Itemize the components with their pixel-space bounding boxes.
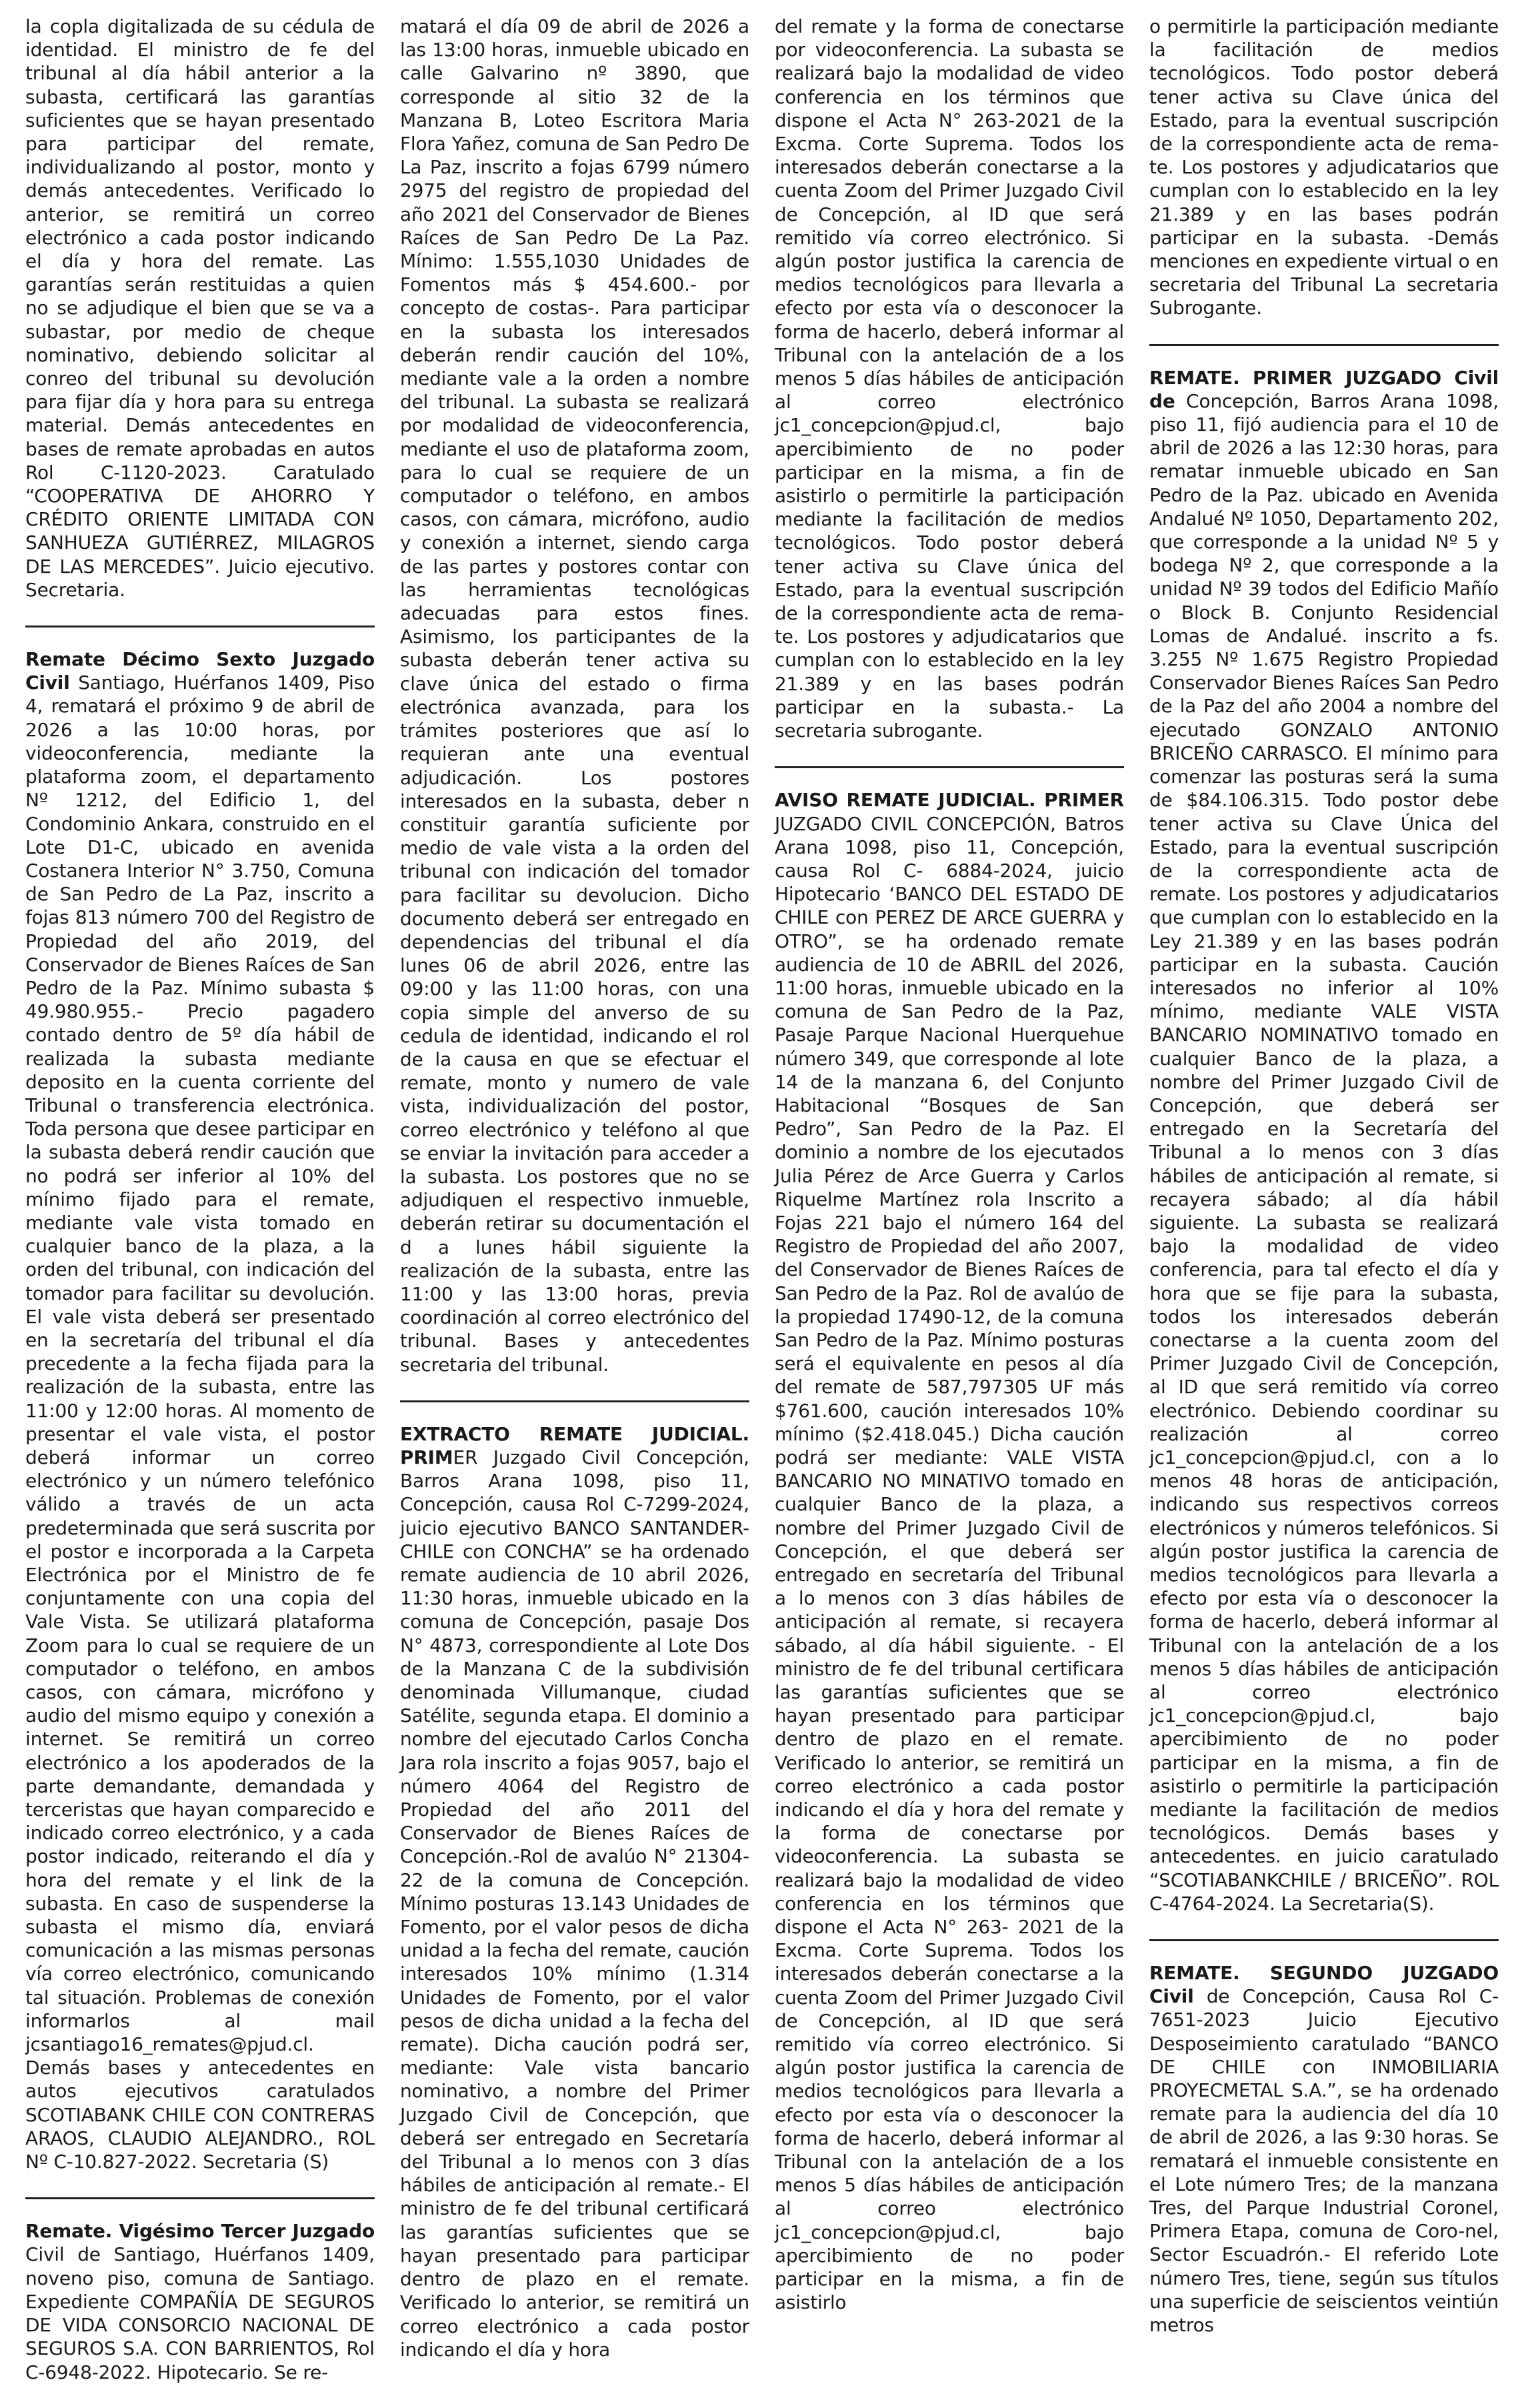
notice-text: del remate y la forma de conectarse por videoconferencia. La subasta se realizará bajo la modalidad de video conferencia en los términos que dispone el Acta N° 263-2021 de la Excma. Corte Suprema. Todos los interesados deberán conectarse a la cuenta Zoom del Primer Juzgado Civil de Concepción, al ID que será remitido vía correo electrónico. Si algún postor justifica la carencia de medios tecnológicos para llevarla a efecto por esta vía o desconocer la forma de hacerlo, deberá informar al Tribunal con la antelación de a los menos 5 días hábiles de anticipación al correo electrónico jc1_concepcion@pjud.cl, bajo apercibimiento de no poder participar en la misma, a fin de asistirlo o permitirle la participación mediante la facilitación de medios tecnológicos. Todo postor deberá tener activa su Clave única del Estado, para la eventual suscripción de la correspondiente acta de rema-te. Los postores y adjudicatarios que cumplan con lo establecido en la ley 21.389 y en las bases podrán participar en la subasta.- La secretaria subrogante. [775, 15, 1124, 742]
notice-lead: Remate Décimo Sexto Juzgado Civil [25, 648, 375, 694]
notice-text: Concepción, Barros Arana 1098, piso 11, fijó audiencia para el 10 de abril de 2026 a las 12:30 horas, para rematar inmueble ubicado en San Pedro de la Paz. ubicado en Avenida Andalué Nº 1050, Departamento 202, que corresponde a la unidad Nº 5 y bodega Nº 2, que corresponde a la unidad Nº 39 todos del Edificio Mañío o Block B. Conjunto Residencial Lomas de Andalué. inscrito a fs. 3.255 Nº 1.675 Registro Propiedad Conservador Bienes Raíces San Pedro de la Paz del año 2004 a nombre del ejecutado GONZALO ANTONIO BRICEÑO CARRASCO. El mínimo para comenzar las posturas será la suma de $84.106.315. Todo postor debe tener activa su Clave Única del Estado, para la eventual suscripción de la correspondiente acta de remate. Los postores y adjudicatarios que cumplan con lo establecido en la Ley 21.389 y en las bases podrán participar en la subasta. Caución interesados no inferior al 10% mínimo, mediante VALE VISTA BANCARIO NOMINATIVO tomado en cualquier Banco de la plaza, a nombre del Primer Juzgado Civil de Concepción, que deberá ser entregado en la Secretaría del Tribunal a lo menos con 3 días hábiles de anticipación al remate, si recayera sábado; al día hábil siguiente. La subasta se realizará bajo la modalidad de video conferencia, para tal efecto el día y hora que se fije para la subasta, todos los interesados deberán conectarse a la cuenta zoom del Primer Juzgado Civil de Concepción, al ID que será remitido vía correo electrónico. Debiendo coordinar su realización al correo jc1_concepcion@pjud.cl, con a lo menos 48 horas de anticipación, indicando sus respectivos correos electrónicos y números telefónicos. Si algún postor justifica la carencia de medios tecnológicos para llevarla a efecto por esta vía o desconocer la forma de hacerlo, deberá informar al Tribunal con la antelación de a los menos 5 días hábiles de anticipación al correo electrónico jc1_concepcion@pjud.cl, bajo apercibimiento de no poder participar en la misma, a fin de asistirlo o permitirle la participación mediante la facilitación de medios tecnológicos. Demás bases y antecedentes. en juicio caratulado “SCOTIABANKCHILE / BRICEÑO”. ROL C-4764-2024. La Secretaria(S). [1149, 389, 1499, 1915]
notice-lead: REMATE. SEGUNDO JUZGADO Civil [1149, 1962, 1499, 2008]
notice-text: de Concepción, Causa Rol C-7651-2023 Juicio Ejecutivo Desposeimiento caratulado “BANCO DE CHILE con INMOBILIARIA PROYECMETAL S.A.”, se ha ordenado remate para la audiencia del día 10 de abril de 2026, a las 9:30 horas. Se rematará el inmueble consistente en el Lote número Tres; de la manzana Tres, del Parque Industrial Coronel, Primera Etapa, comuna de Coro-nel, Sector Escuadrón.- El referido Lote número Tres, tiene, según sus títulos una superficie de seiscientos veintiún metros [1149, 1985, 1499, 2337]
notice-text: Santiago, Huérfanos 1409, Piso 4, rematará el próximo 9 de abril de 2026 a las 10:00 horas, por videoconferencia, mediante la plataforma zoom, el departamento Nº 1212, del Edificio 1, del Condominio Ankara, construido en el Lote D1-C, ubicado en avenida Costanera Interior N° 3.750, Comuna de San Pedro de La Paz, inscrito a fojas 813 número 700 del Registro de Propiedad del año 2019, del Conservador de Bienes Raíces de San Pedro de la Paz. Mínimo subasta $ 49.980.955.- Precio pagadero contado dentro de 5º día hábil de realizada la subasta mediante deposito en la cuenta corriente del Tribunal o transferencia electrónica. Toda persona que desee participar en la subasta deberá rendir caución que no podrá ser inferior al 10% del mínimo fijado para el remate, mediante vale vista tomado en cualquier banco de la plaza, a la orden del tribunal, con indicación del tomador para facilitar su devolución. El vale vista deberá ser presentado en la secretaría del tribunal el día precedente a la fecha fijada para la realización de la subasta, entre las 11:00 y 12:00 horas. Al momento de presentar el vale vista, el postor deberá informar un correo electrónico y un número telefónico válido a través de un acta predeterminada que será suscrita por el postor e incorporada a la Carpeta Electrónica por el Ministro de fe conjuntamente con una copia del Vale Vista. Se utilizará plataforma Zoom para lo cual se requiere de un computador o teléfono, en ambos casos, con cámara, micrófono y audio del mismo equipo y conexión a internet. Se remitirá un correo electrónico a los apoderados de la parte demandante, demandada y terceristas que hayan comparecido e indicado correo electrónico, y a cada postor indicado, reiterando el día y hora del remate y el link de la subasta. En caso de suspenderse la subasta el mismo día, enviará comunicación a las mismas personas vía correo electrónico, comunicando tal situación. Problemas de conexión informarlos al mail jcsantiago16_remates@pjud.cl. Demás bases y antecedentes en autos ejecutivos caratulados SCOTIABANK CHILE CON CONTRERAS ARAOS, CLAUDIO ALEJANDRO., ROL Nº C-10.827-2022. Secretaria (S) [25, 672, 375, 2173]
divider [1149, 344, 1499, 346]
notice-text: JUZGADO CIVIL CONCEPCIÓN, Batros Arana 1098, piso 11, Concepción, causa Rol C- 6884-2024, juicio Hipotecario ‘BANCO DEL ESTADO DE CHILE con PEREZ DE ARCE GUERRA y OTRO”, se ha ordenado remate audiencia de 10 de ABRIL del 2026, 11:00 horas, inmueble ubicado en la comuna de San Pedro de la Paz, Pasaje Parque Nacional Huerquehue número 349, que corresponde al lote 14 de la manzana 6, del Conjunto Habitacional “Bosques de San Pedro”, San Pedro de la Paz. El dominio a nombre de los ejecutados Julia Pérez de Arce Guerra y Carlos Riquelme Martínez rola Inscrito a Fojas 221 bajo el número 164 del Registro de Propiedad del año 2007, del Conservador de Bienes Raíces de San Pedro de la Paz. Rol de avalúo de la propiedad 17490-12, de la comuna San Pedro de la Paz. Mínimo posturas será el equivalente en pesos al día del remate de 587,797305 UF más $761.600, caución interesados 10% mínimo ($2.418.045.) Dicha caución podrá ser mediante: VALE VISTA BANCARIO NO MINATIVO tomado en cualquier Banco de la plaza, a nombre del Primer Juzgado Civil de Concepción, el que deberá ser entregado en secretaría del Tribunal a lo menos con 3 días hábiles de anticipación al remate, si recayera sábado, al día hábil siguiente. - El ministro de fe del tribunal certificara las garantías suficientes que se hayan presentado para participar dentro de plazo en el remate. Verificado lo anterior, se remitirá un correo electrónico a cada postor indicando el día y hora del remate y la forma de conectarse por videoconferencia. La subasta se realizará bajo la modalidad de video conferencia en los términos que dispone el Acta N° 263- 2021 de la Excma. Corte Suprema. Todos los interesados deberán conectarse a la cuenta Zoom del Primer Juzgado Civil de Concepción, al ID que será remitido vía correo electrónico. Si algún postor justifica la carencia de medios tecnológicos para llevarla a efecto por esta vía o desconocer la forma de hacerlo, deberá informar al Tribunal con la antelación de a los menos 5 días hábiles de anticipación al correo electrónico jc1_concepcion@pjud.cl, bajo apercibimiento de no poder participar en la misma, a fin de asistirlo [775, 812, 1124, 2314]
divider [775, 766, 1124, 768]
notice [1149, 1961, 1499, 2337]
notice-lead: EXTRACTO REMATE JUDICIAL. PRIM [400, 1422, 749, 1468]
notice-text: la copla digitalizada de su cédula de identidad. El ministro de fe del tribunal al día hábil anterior a la subasta, certificará las garantías suficientes que se hayan presentado para participar del remate, individualizando al postor, monto y demás antecedentes. Verificado lo anterior, se remitirá un correo electrónico a cada postor indicando el día y hora del remate. Las garantías serán restituidas a quien no se adjudique el bien que se va a subastar, por medio de cheque nominativo, debiendo solicitar al conreo del tribunal su devolución para fijar día y hora para su entrega material. Demás antecedentes en bases de remate aprobadas en autos Rol C-1120-2023. Caratulado “COOPERATIVA DE AHORRO Y CRÉDITO ORIENTE LIMITADA CON SANHUEZA GUTIÉRREZ, MILAGROS DE LAS MERCEDES”. Juicio ejecutivo. Secretaria. [25, 15, 375, 601]
column-3 [775, 15, 1124, 2408]
notice [400, 1422, 749, 2361]
notice-lead: REMATE. PRIMER JUZGADO Civil de [1149, 366, 1499, 412]
notice-lead: Remate. Vigésimo Tercer Juzgado [25, 2220, 375, 2243]
divider [25, 2197, 375, 2199]
divider [400, 1400, 749, 1402]
notice-lead: AVISO REMATE JUDICIAL. PRIMER [775, 789, 1124, 812]
notice-text: o permitirle la participación mediante la facilitación de medios tecnológicos. Todo postor deberá tener activa su Clave única del Estado, para la eventual suscripción de la correspondiente acta de rema-te. Los postores y adjudicatarios que cumplan con lo establecido en la ley 21.389 y en las bases podrán participar en la subasta. -Demás menciones en expediente virtual o en secretaria del Tribunal La secretaria Subrogante. [1149, 15, 1499, 319]
column-4 [1149, 15, 1499, 2408]
column-2 [400, 15, 749, 2408]
notice [25, 15, 375, 601]
notice [775, 15, 1124, 742]
notice [775, 788, 1124, 2314]
notice-text: Civil de Santiago, Huérfanos 1409, noveno piso, comuna de Santiago. Expediente COMPAÑÍA DE SEGUROS DE VIDA CONSORCIO NACIONAL DE SEGUROS S.A. CON BARRIENTOS, Rol C-6948-2022. Hipotecario. Se re- [25, 2243, 375, 2383]
notice [1149, 15, 1499, 320]
divider [1149, 1939, 1499, 1941]
notice [25, 2219, 375, 2383]
column-1 [25, 15, 375, 2408]
notice-text: ER Juzgado Civil Concepción, Barros Arana 1098, piso 11, Concepción, causa Rol C-7299-2024, juicio ejecutivo BANCO SANTANDER-CHILE con CONCHA” se ha ordenado remate audiencia de 10 abril 2026, 11:30 horas, inmueble ubicado en la comuna de Concepción, pasaje Dos N° 4873, correspondiente al Lote Dos de la Manzana C de la subdivisión denominada Villumanque, ciudad Satélite, segunda etapa. El dominio a nombre del ejecutado Carlos Concha Jara rola inscrito a fojas 9057, bajo el número 4064 del Registro de Propiedad del año 2011 del Conservador de Bienes Raíces de Concepción.-Rol de avalúo N° 21304-22 de la comuna de Concepción. Mínimo posturas 13.143 Unidades de Fomento, por el valor pesos de dicha unidad a la fecha del remate, caución interesados 10% mínimo (1.314 Unidades de Fomento, por el valor pesos de dicha unidad a la fecha del remate). Dicha caución podrá ser, mediante: Vale vista bancario nominativo, a nombre del Primer Juzgado Civil de Concepción, que deberá ser entregado en Secretaría del Tribunal a lo menos con 3 días hábiles de anticipación al remate.- El ministro de fe del tribunal certificará las garantías suficientes que se hayan presentado para participar dentro de plazo en el remate. Verificado lo anterior, se remitirá un correo electrónico a cada postor indicando el día y hora [400, 1446, 749, 2361]
notice-text: matará el día 09 de abril de 2026 a las 13:00 horas, inmueble ubicado en calle Galvarino nº 3890, que corresponde al sitio 32 de la Manzana B, Loteo Escritora Maria Flora Yañez, comuna de San Pedro De La Paz, inscrito a fojas 6799 número 2975 del registro de propiedad del año 2021 del Conservador de Bienes Raíces de San Pedro De La Paz. Mínimo: 1.555,1030 Unidades de Fomentos más $ 454.600.- por concepto de costas-. Para participar en la subasta los interesados deberán rendir caución del 10%, mediante vale a la orden a nombre del tribunal. La subasta se realizará por modalidad de videoconferencia, mediante el uso de plataforma zoom, para lo cual se requiere de un computador o teléfono, en ambos casos, con cámara, micrófono, audio y conexión a internet, siendo carga de las partes y postores contar con las herramientas tecnológicas adecuadas para estos fines. Asimismo, los participantes de la subasta deberán tener activa su clave única del estado o firma electrónica avanzada, para los trámites posteriores que así lo requieran ante una eventual adjudicación. Los postores interesados en la subasta, deber n constituir garantía suficiente por medio de vale vista a la orden del tribunal con indicación del tomador para facilitar su devolucion. Dicho documento deberá ser entregado en dependencias del tribunal el día lunes 06 de abril 2026, entre las 09:00 y las 11:00 horas, con una copia simple del anverso de su cedula de identidad, indicando el rol de la causa en que se efectuar el remate, monto y numero de vale vista, individualización del postor, correo electrónico y teléfono al que se enviar la invitación para acceder a la subasta. Los postores que no se adjudiquen el respectivo inmueble, deberán retirar su documentación el d a lunes hábil siguiente la realización de la subasta, entre las 11:00 y las 13:00 horas, previa coordinación al correo electrónico del tribunal. Bases y antecedentes secretaria del tribunal. [400, 15, 749, 1376]
divider [25, 626, 375, 628]
notice [1149, 366, 1499, 1915]
notice [400, 15, 749, 1376]
notice [25, 648, 375, 2173]
